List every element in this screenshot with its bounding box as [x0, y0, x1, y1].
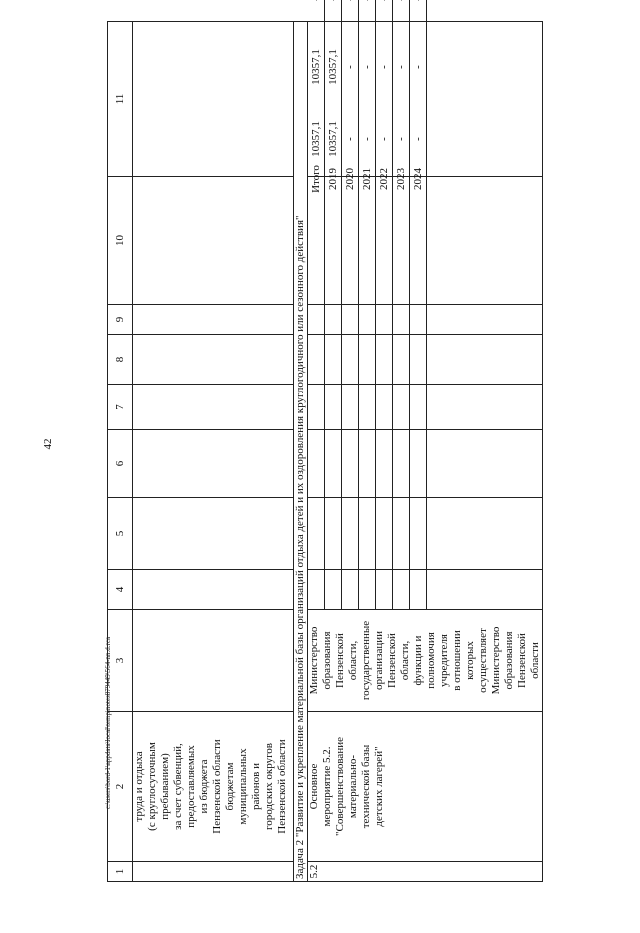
program-table [107, 21, 543, 882]
header-row [108, 22, 133, 882]
continuation-name-cell: труда и отдыха (с круглосуточным пребыванием) за счет субвенций, предоставляемых из бюджета Пензенской области бюджетам муниципальных районов и городских округов Пензенской области [133, 712, 294, 862]
year-2019: 2019 [325, 0, 342, 609]
col10-empty [308, 177, 543, 305]
col-header-5: 5 [108, 498, 133, 570]
value-cell: 10357,1 [325, 0, 342, 497]
col11-empty [308, 22, 543, 177]
year-total: Итого [308, 0, 325, 609]
document-stage [107, 22, 585, 882]
col-header-7: 7 [108, 385, 133, 430]
measure-number: 5.2 [308, 862, 543, 882]
col-header-9: 9 [108, 305, 133, 335]
col-header-3: 3 [108, 610, 133, 712]
value-cell: 10357,1 [308, 0, 325, 569]
year-2024: 2024 [410, 0, 427, 609]
measure-row [308, 22, 543, 882]
value-cell: - [410, 0, 427, 497]
col-header-10: 10 [108, 177, 133, 305]
page-number: 42 [42, 438, 54, 450]
value-cell: - [376, 0, 393, 569]
value-cell: 10357,1 [325, 0, 342, 569]
value-cell: - [359, 0, 376, 497]
rotated-table-wrapper [107, 22, 585, 882]
footer-file-path: c:\users\bord-1\appdata\local\temp\notes879449\564-nn.d.rca [104, 636, 112, 810]
col-header-1: 1 [108, 862, 133, 882]
task-title: Задача 2 "Развитие и укрепление материальной базы организаций отдыха детей и их оздоровления круглогодичного или сезонного действия" [294, 22, 308, 882]
continuation-row [133, 22, 294, 882]
value-cell: - [410, 0, 427, 569]
value-cell: - [359, 0, 376, 569]
col-header-2: 2 [108, 712, 133, 862]
col-header-4: 4 [108, 570, 133, 610]
year-2023: 2023 [393, 0, 410, 609]
year-2022: 2022 [376, 0, 393, 609]
col-header-6: 6 [108, 430, 133, 498]
measure-name: Основное мероприятие 5.2. "Совершенствование материально- технической базы детских лагерей" [308, 712, 543, 862]
value-cell: - [393, 0, 410, 497]
value-cell: - [376, 0, 393, 497]
col-header-11: 11 [108, 22, 133, 177]
year-2020: 2020 [342, 0, 359, 609]
col-header-8: 8 [108, 335, 133, 385]
value-cell: - [342, 0, 359, 497]
value-cell: - [393, 0, 410, 569]
measure-executor: Министерство образования Пензенской области, государственные организации Пензенской области, функции и полномочия учредителя в отношении которых осуществляет Министерство образования Пензенской области [308, 610, 543, 712]
task-row [294, 22, 308, 882]
value-cell: 10357,1 [308, 0, 325, 497]
year-2021: 2021 [359, 0, 376, 609]
value-cell: - [342, 0, 359, 569]
